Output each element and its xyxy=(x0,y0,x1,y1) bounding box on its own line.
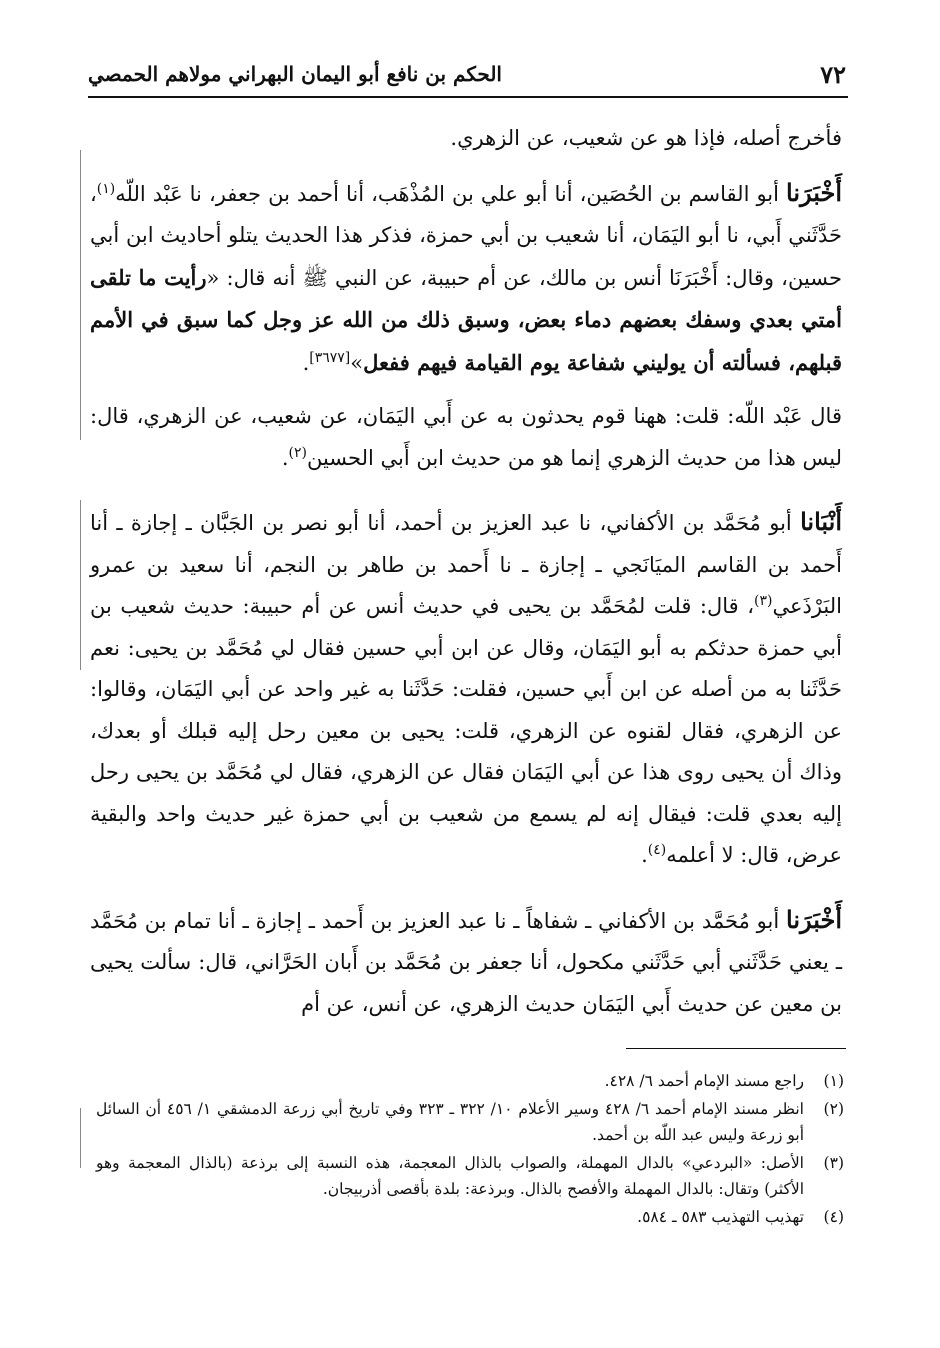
paragraph-5-text: أبو مُحَمَّد بن الأكفاني ـ شفاهاً ـ نا عبد العزيز بن أَحمد ـ إجازة ـ أنا تمام بن مُحَمَّد ـ يعني حَدَّثَني أبي حَدَّثَني مكحول، أنا جعفر بن مُحَمَّد بن أَبان الحَرَّاني، قال: سألت يحيى بن معين عن حديث أَبي اليَمَان حديث الزهري، عن أنس، عن أم xyxy=(90,908,842,1016)
period: . xyxy=(281,445,289,470)
narration-lead: أَنْبَانا xyxy=(800,507,842,536)
footnote-text: تهذيب التهذيب ٥٨٣ ـ ٥٨٤. xyxy=(637,1208,804,1226)
margin-line xyxy=(80,150,81,440)
footnote-text: راجع مسند الإمام أحمد ٦/ ٤٢٨. xyxy=(604,1072,804,1090)
period: . xyxy=(302,350,310,375)
footnote-separator xyxy=(626,1048,846,1049)
isnad-text-continued: ، حَدَّثَني أَبي، نا أبو اليَمَان، أنا شعيب بن أبي حمزة، فذكر هذا الحديث يتلو أحاديث ابن أبي حسين، وقال: أَخْبَرَنَا أنس بن مالك، عن أم حبيبة، عن النبي ﷺ أنه قال: « xyxy=(90,181,842,290)
quote-close: » xyxy=(350,350,364,375)
period: . xyxy=(641,843,648,867)
hadith-number: [٣٦٧٧] xyxy=(309,349,351,366)
narration-lead: أَخْبَرَنا xyxy=(786,904,842,934)
footnote-number: (٢) xyxy=(823,1100,844,1118)
paragraph-1 xyxy=(90,118,842,160)
margin-line xyxy=(80,500,81,670)
footnote-ref-1: (١) xyxy=(96,180,116,197)
paragraph-5 xyxy=(90,899,842,1026)
footnote-3 xyxy=(96,1150,844,1202)
page-header xyxy=(88,52,848,98)
footnote-number: (٣) xyxy=(823,1154,844,1172)
footnote-number: (٤) xyxy=(823,1208,844,1226)
isnad-text: أبو القاسم بن الحُصَين، أنا أبو علي بن المُذْهَب، أنا أحمد بن جعفر، نا عَبْد اللّه xyxy=(115,181,787,206)
paragraph-3 xyxy=(90,396,842,479)
paragraph-4-text: أبو مُحَمَّد بن الأكفاني، نا عبد العزيز بن أحمد، أنا أبو نصر بن الجَبَّان ـ إجازة ـ أنا أَحمد بن القاسم الميَانَجي ـ إجازة ـ نا أَحمد بن طاهر بن النجم، أنا سعيد بن عمرو البَرْذَعي xyxy=(90,511,842,618)
page-number: ٧٢ xyxy=(820,59,846,89)
main-text xyxy=(90,118,842,1037)
paragraph-4-text-continued: ، قال: قلت لمُحَمَّد بن يحيى في حديث أنس عن أم حبيبة: حديث شعيب بن أبي حمزة حدثكم به أبو اليَمَان، وقال عن ابن أبي حسين فقال لي مُحَمَّد بن يحيى: نعم حَدَّثَنا به من أصله عن ابن أَبي حسين، فقلت: حَدَّثَنا به غير واحد عن أبي اليَمَان، وقالوا: عن الزهري، فقال لقنوه عن الزهري، قلت: يحيى بن معين رحل إليه قبلك أو بعدك، وذاك أن يحيى روى هذا عن أبي اليَمَان فقال عن الزهري، فقال لي مُحَمَّد بن يحيى رحل إليه بعدي قلت: فيقال إنه لم يسمع من شعيب بن أبي حمزة غير حديث واحد والبقية عرض، قال: لا أعلمه xyxy=(90,594,842,867)
hadith-matn: رأيت ما تلقى أمتي بعدي وسفك بعضهم دماء بعض، وسبق ذلك من الله عز وجل كما سبق في الأمم قبلهم، فسألته أن يوليني شفاعة يوم القيامة فيهم ففعل xyxy=(90,264,842,375)
footnote-2 xyxy=(96,1096,844,1148)
footnote-number: (١) xyxy=(823,1072,844,1090)
paragraph-4 xyxy=(90,501,842,877)
footnote-text: انظر مسند الإمام أحمد ٦/ ٤٢٨ وسير الأعلام ١٠/ ٣٢٢ ـ ٣٢٣ وفي تاريخ أبي زرعة الدمشقي ١/ ٤٥٦ أن السائل أبو زرعة وليس عبد اللّه بن أحمد. xyxy=(96,1100,804,1144)
margin-line xyxy=(80,1108,81,1168)
footnote-1 xyxy=(96,1068,844,1094)
paragraph-2 xyxy=(90,172,842,385)
footnotes xyxy=(96,1068,844,1232)
running-title: الحكم بن نافع أبو اليمان البهراني مولاهم الحمصي xyxy=(88,62,502,86)
paragraph-3-text: قال عَبْد اللّه: قلت: ههنا قوم يحدثون به عن أَبي اليَمَان، عن شعيب، عن الزهري، قال: ليس هذا من حديث الزهري إنما هو من حديث ابن أَبي الحسين xyxy=(90,404,842,470)
narration-lead: أَخْبَرَنا xyxy=(786,177,842,207)
footnote-4 xyxy=(96,1204,844,1230)
footnote-ref-4: (٤) xyxy=(647,842,667,858)
footnote-text: الأصل: «البردعي» بالدال المهملة، والصواب بالذال المعجمة، هذه النسبة إلى برذعة (بالذال المعجمة وهو الأكثر) وتقال: بالدال المهملة والأفصح بالذال. وبرذعة: بلدة بأقصى أذربيجان. xyxy=(96,1154,804,1198)
paragraph-1-text: فأخرج أصله، فإذا هو عن شعيب، عن الزهري. xyxy=(450,126,842,150)
footnote-ref-3: (٣) xyxy=(753,593,773,609)
footnote-ref-2: (٢) xyxy=(288,444,307,461)
